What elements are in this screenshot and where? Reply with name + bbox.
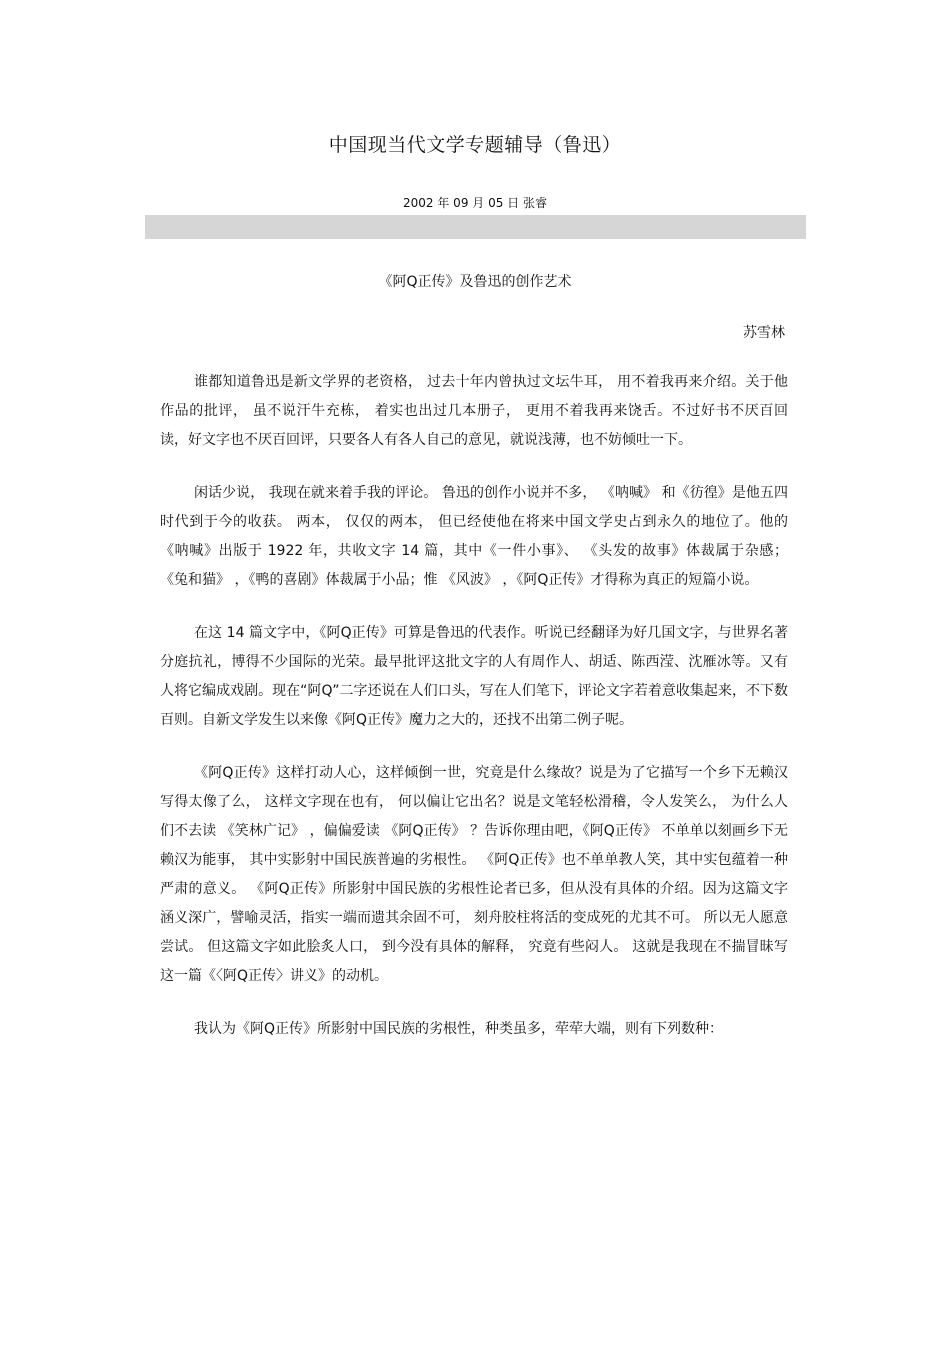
article-body: [160, 368, 788, 1068]
body-paragraph-1: 谁都知道鲁迅是新文学界的老资格， 过去十年内曾执过文坛牛耳， 用不着我再来介绍。关于他作品的批评， 虽不说汗牛充栋， 着实也出过几本册子， 更用不着我再来饶舌。不过好书不厌百回读，好文字也不厌百回评，只要各人有各人自己的意见，就说浅薄，也不妨倾吐一下。: [160, 374, 788, 448]
body-paragraph-2: 闲话少说， 我现在就来着手我的评论。 鲁迅的创作小说并不多， 《呐喊》 和《彷徨》是他五四时代到于今的收获。 两本， 仅仅的两本， 但已经使他在将来中国文学史占到永久的地位了。他的《呐喊》出版于 1922 年，共收文字 14 篇，其中《一件小事》、 《头发的故事》体裁属于杂感； 《兔和猫》 ，《鸭的喜剧》体裁属于小品；惟 《风波》 ，《阿Q正传》才得称为真正的短篇小说。: [160, 485, 788, 588]
gray-divider-bar: [145, 215, 806, 239]
date-author-byline: 2002 年 09 月 05 日 张睿: [403, 196, 547, 210]
body-paragraph-5: 我认为《阿Q正传》所影射中国民族的劣根性，种类虽多，荦荦大端，则有下列数种：: [194, 1021, 724, 1037]
article-title: 《阿Q正传》及鲁迅的创作艺术: [378, 274, 572, 290]
article-author: 苏雪林: [743, 325, 785, 341]
body-paragraph-3: 在这 14 篇文字中，《阿Q正传》可算是鲁迅的代表作。听说已经翻译为好几国文字，与世界名著分庭抗礼，博得不少国际的光荣。最早批评这批文字的人有周作人、胡适、陈西滢、沈雁冰等。又有人将它编成戏剧。现在“阿Q”二字还说在人们口头，写在人们笔下，评论文字若着意收集起来，不下数百则。自新文学发生以来像《阿Q正传》魔力之大的，还找不出第二例子呢。: [160, 625, 788, 728]
body-paragraph-4: 《阿Q正传》这样打动人心，这样倾倒一世，究竟是什么缘故？说是为了它描写一个乡下无赖汉写得太像了么， 这样文字现在也有， 何以偏让它出名？说是文笔轻松滑稽，令人发笑么， 为什么人们不去读 《笑林广记》 ，偏偏爱读 《阿Q正传》 ？告诉你理由吧，《阿Q正传》 不单单以刻画乡下无赖汉为能事， 其中实影射中国民族普遍的劣根性。 《阿Q正传》也不单单教人笑，其中实包蕴着一种严肃的意义。 《阿Q正传》所影射中国民族的劣根性论者已多，但从没有具体的介绍。因为这篇文字涵义深广，譬喻灵活，指实一端而遗其余固不可， 刻舟胶柱将活的变成死的尤其不可。 所以无人愿意尝试。 但这篇文字如此脍炙人口， 到今没有具体的解释， 究竟有些闷人。 这就是我现在不揣冒昧写这一篇《〈阿Q正传〉讲义》的动机。: [160, 765, 788, 984]
page-title: 中国现当代文学专题辅导（鲁迅）: [328, 134, 622, 156]
